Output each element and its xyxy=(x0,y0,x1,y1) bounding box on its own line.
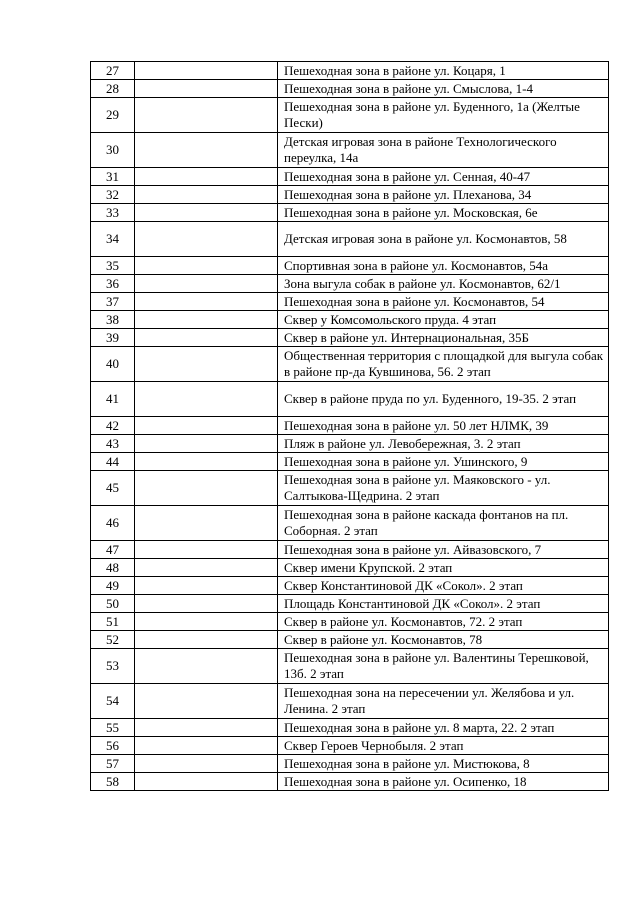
empty-cell xyxy=(135,541,278,559)
table-row xyxy=(91,311,609,329)
table-body xyxy=(91,62,609,791)
territory-name-cell: Сквер имени Крупской. 2 этап xyxy=(278,559,609,577)
table-row xyxy=(91,275,609,293)
row-number-cell: 52 xyxy=(91,631,135,649)
territory-name-cell: Пешеходная зона в районе ул. Коцаря, 1 xyxy=(278,62,609,80)
empty-cell xyxy=(135,649,278,684)
territory-name-cell: Зона выгула собак в районе ул. Космонавтов, 62/1 xyxy=(278,275,609,293)
table-row xyxy=(91,80,609,98)
row-number-cell: 44 xyxy=(91,453,135,471)
empty-cell xyxy=(135,62,278,80)
empty-cell xyxy=(135,559,278,577)
empty-cell xyxy=(135,329,278,347)
territory-name-cell: Пляж в районе ул. Левобережная, 3. 2 этап xyxy=(278,435,609,453)
territory-name-cell: Пешеходная зона в районе ул. Ушинского, 9 xyxy=(278,453,609,471)
empty-cell xyxy=(135,613,278,631)
table-row xyxy=(91,186,609,204)
empty-cell xyxy=(135,755,278,773)
territory-name-cell: Пешеходная зона в районе ул. Валентины Терешковой, 13б. 2 этап xyxy=(278,649,609,684)
empty-cell xyxy=(135,293,278,311)
table-row xyxy=(91,133,609,168)
empty-cell xyxy=(135,737,278,755)
table-row xyxy=(91,755,609,773)
territory-name-cell: Пешеходная зона в районе ул. Осипенко, 18 xyxy=(278,773,609,791)
empty-cell xyxy=(135,417,278,435)
table-row xyxy=(91,613,609,631)
empty-cell xyxy=(135,204,278,222)
empty-cell xyxy=(135,347,278,382)
table-row xyxy=(91,62,609,80)
row-number-cell: 41 xyxy=(91,382,135,417)
row-number-cell: 47 xyxy=(91,541,135,559)
territory-name-cell: Пешеходная зона в районе ул. Буденного, 1а (Желтые Пески) xyxy=(278,98,609,133)
row-number-cell: 50 xyxy=(91,595,135,613)
territory-name-cell: Сквер в районе ул. Интернациональная, 35Б xyxy=(278,329,609,347)
row-number-cell: 35 xyxy=(91,257,135,275)
territory-name-cell: Пешеходная зона в районе ул. Мистюкова, 8 xyxy=(278,755,609,773)
empty-cell xyxy=(135,719,278,737)
territory-name-cell: Сквер в районе ул. Космонавтов, 72. 2 этап xyxy=(278,613,609,631)
table-row xyxy=(91,541,609,559)
territory-name-cell: Детская игровая зона в районе Технологического переулка, 14а xyxy=(278,133,609,168)
table-row xyxy=(91,382,609,417)
row-number-cell: 40 xyxy=(91,347,135,382)
row-number-cell: 28 xyxy=(91,80,135,98)
row-number-cell: 29 xyxy=(91,98,135,133)
territory-name-cell: Пешеходная зона в районе ул. Плеханова, 34 xyxy=(278,186,609,204)
territory-name-cell: Пешеходная зона в районе ул. Космонавтов, 54 xyxy=(278,293,609,311)
table-row xyxy=(91,719,609,737)
territory-name-cell: Детская игровая зона в районе ул. Космонавтов, 58 xyxy=(278,222,609,257)
row-number-cell: 49 xyxy=(91,577,135,595)
territory-name-cell: Пешеходная зона в районе ул. 8 марта, 22. 2 этап xyxy=(278,719,609,737)
table-row xyxy=(91,98,609,133)
empty-cell xyxy=(135,168,278,186)
table-row xyxy=(91,577,609,595)
row-number-cell: 46 xyxy=(91,506,135,541)
row-number-cell: 45 xyxy=(91,471,135,506)
territory-name-cell: Сквер Героев Чернобыля. 2 этап xyxy=(278,737,609,755)
empty-cell xyxy=(135,80,278,98)
empty-cell xyxy=(135,595,278,613)
row-number-cell: 38 xyxy=(91,311,135,329)
table-row xyxy=(91,737,609,755)
row-number-cell: 58 xyxy=(91,773,135,791)
empty-cell xyxy=(135,631,278,649)
empty-cell xyxy=(135,186,278,204)
table-row xyxy=(91,257,609,275)
empty-cell xyxy=(135,471,278,506)
row-number-cell: 32 xyxy=(91,186,135,204)
empty-cell xyxy=(135,311,278,329)
row-number-cell: 36 xyxy=(91,275,135,293)
empty-cell xyxy=(135,382,278,417)
row-number-cell: 53 xyxy=(91,649,135,684)
territory-name-cell: Пешеходная зона в районе ул. Маяковского - ул. Салтыкова-Щедрина. 2 этап xyxy=(278,471,609,506)
empty-cell xyxy=(135,222,278,257)
row-number-cell: 34 xyxy=(91,222,135,257)
table-row xyxy=(91,684,609,719)
table-row xyxy=(91,649,609,684)
territory-name-cell: Сквер в районе пруда по ул. Буденного, 19-35. 2 этап xyxy=(278,382,609,417)
table-row xyxy=(91,435,609,453)
empty-cell xyxy=(135,275,278,293)
table-row xyxy=(91,417,609,435)
row-number-cell: 37 xyxy=(91,293,135,311)
row-number-cell: 57 xyxy=(91,755,135,773)
table-row xyxy=(91,595,609,613)
row-number-cell: 39 xyxy=(91,329,135,347)
table-row xyxy=(91,222,609,257)
territory-name-cell: Пешеходная зона в районе ул. Московская, 6е xyxy=(278,204,609,222)
territory-name-cell: Пешеходная зона в районе ул. Смыслова, 1-4 xyxy=(278,80,609,98)
territory-name-cell: Сквер в районе ул. Космонавтов, 78 xyxy=(278,631,609,649)
territory-name-cell: Сквер Константиновой ДК «Сокол». 2 этап xyxy=(278,577,609,595)
row-number-cell: 33 xyxy=(91,204,135,222)
territory-name-cell: Пешеходная зона в районе ул. Сенная, 40-47 xyxy=(278,168,609,186)
territory-name-cell: Площадь Константиновой ДК «Сокол». 2 этап xyxy=(278,595,609,613)
territory-name-cell: Спортивная зона в районе ул. Космонавтов, 54а xyxy=(278,257,609,275)
row-number-cell: 54 xyxy=(91,684,135,719)
row-number-cell: 27 xyxy=(91,62,135,80)
table-row xyxy=(91,559,609,577)
table-row xyxy=(91,329,609,347)
table-row xyxy=(91,471,609,506)
row-number-cell: 30 xyxy=(91,133,135,168)
row-number-cell: 42 xyxy=(91,417,135,435)
territories-table xyxy=(90,61,609,791)
table-row xyxy=(91,347,609,382)
table-row xyxy=(91,506,609,541)
row-number-cell: 48 xyxy=(91,559,135,577)
row-number-cell: 51 xyxy=(91,613,135,631)
empty-cell xyxy=(135,98,278,133)
territory-name-cell: Пешеходная зона на пересечении ул. Желябова и ул. Ленина. 2 этап xyxy=(278,684,609,719)
table-row xyxy=(91,631,609,649)
row-number-cell: 55 xyxy=(91,719,135,737)
territory-name-cell: Сквер у Комсомольского пруда. 4 этап xyxy=(278,311,609,329)
empty-cell xyxy=(135,773,278,791)
table-row xyxy=(91,293,609,311)
table-row xyxy=(91,453,609,471)
territory-name-cell: Пешеходная зона в районе ул. 50 лет НЛМК, 39 xyxy=(278,417,609,435)
empty-cell xyxy=(135,257,278,275)
table-row xyxy=(91,773,609,791)
table-row xyxy=(91,168,609,186)
territory-name-cell: Общественная территория с площадкой для выгула собак в районе пр-да Кувшинова, 56. 2 этап xyxy=(278,347,609,382)
empty-cell xyxy=(135,577,278,595)
empty-cell xyxy=(135,453,278,471)
row-number-cell: 31 xyxy=(91,168,135,186)
row-number-cell: 56 xyxy=(91,737,135,755)
territory-name-cell: Пешеходная зона в районе ул. Айвазовского, 7 xyxy=(278,541,609,559)
empty-cell xyxy=(135,684,278,719)
empty-cell xyxy=(135,435,278,453)
empty-cell xyxy=(135,506,278,541)
territory-name-cell: Пешеходная зона в районе каскада фонтанов на пл. Соборная. 2 этап xyxy=(278,506,609,541)
table-row xyxy=(91,204,609,222)
row-number-cell: 43 xyxy=(91,435,135,453)
empty-cell xyxy=(135,133,278,168)
